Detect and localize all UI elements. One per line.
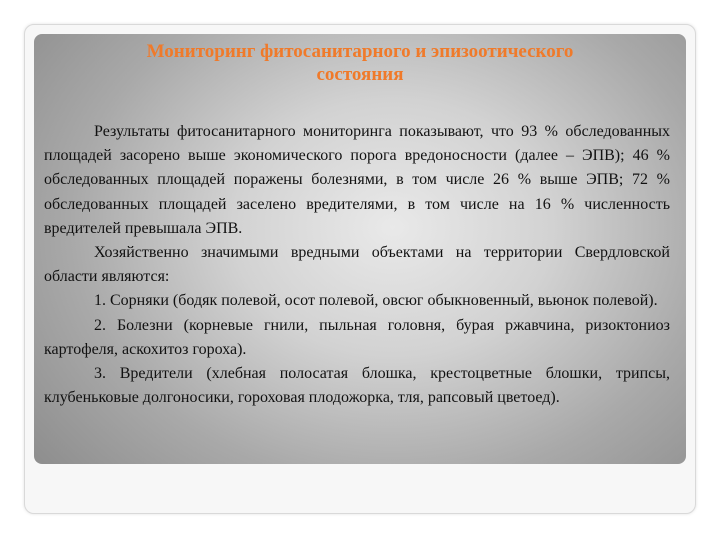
paragraph-harmful-objects-intro: Хозяйственно значимыми вредными объектами на территории Свердловской области являются: (44, 244, 670, 286)
slide-title (40, 40, 680, 86)
paragraph-weeds: 1. Сорняки (бодяк полевой, осот полевой, овсюг обыкновенный, вьюнок полевой). (94, 292, 658, 310)
slide-body (44, 120, 670, 410)
slide-title-line-2: состояния (316, 64, 404, 85)
paragraph-monitoring-results: Результаты фитосанитарного мониторинга показывают, что 93 % обследованных площадей засорено выше экономического порога вредоносности (далее – ЭПВ); 46 % обследованных площадей поражены болезнями, в том числе 26 % выше ЭПВ; 72 % обследованных площадей заселено вредителями, в том числе на 16 % численность вредителей превышала ЭПВ. (44, 123, 670, 237)
slide-title-line-1: Мониторинг фитосанитарного и эпизоотического (146, 41, 574, 62)
paragraph-pests: 3. Вредители (хлебная полосатая блошка, крестоцветные блошки, трипсы, клубеньковые долгоносики, гороховая плодожорка, тля, рапсовый цветоед). (44, 365, 670, 407)
paragraph-diseases: 2. Болезни (корневые гнили, пыльная головня, бурая ржавчина, ризоктониоз картофеля, аскохитоз гороха). (44, 316, 670, 358)
